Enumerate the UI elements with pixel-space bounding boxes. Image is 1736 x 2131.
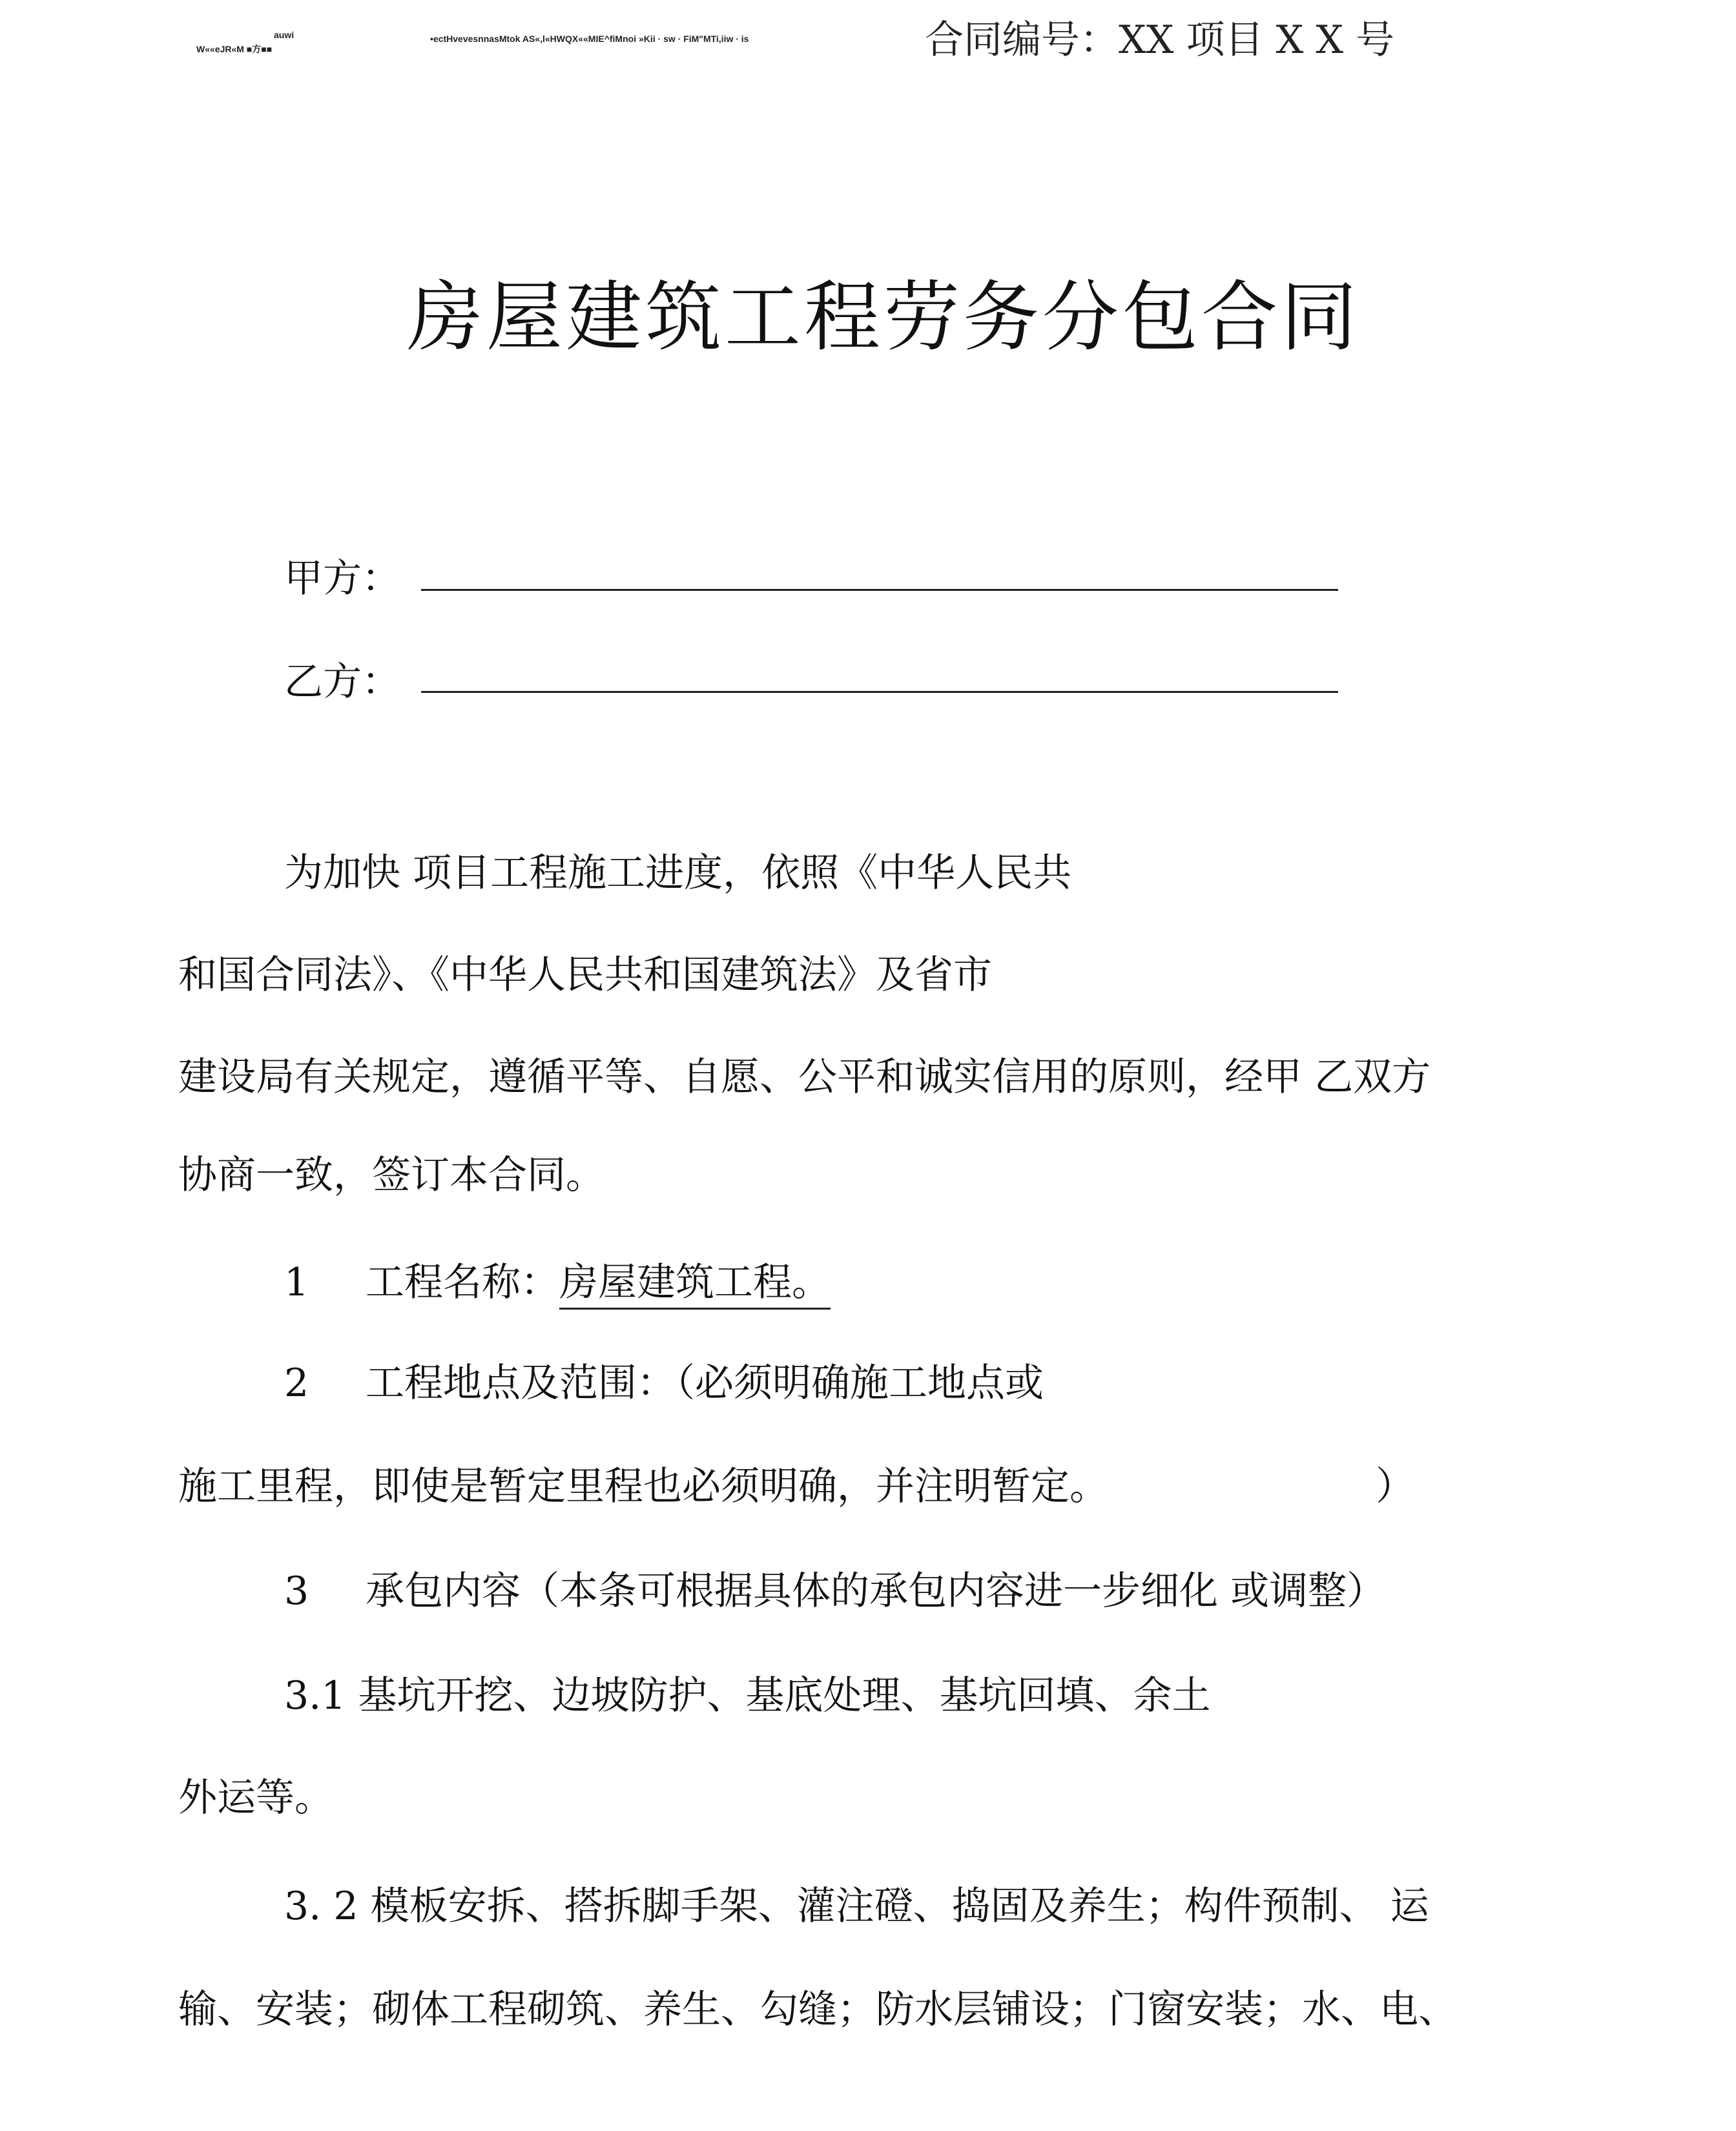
document-title: 房屋建筑工程劳务分包合同 bbox=[407, 273, 1361, 362]
intro-line-4: 协商一致，签订本合同。 bbox=[178, 1153, 604, 1198]
header-scan-text-2: W««eJR«M ■方■■ bbox=[196, 44, 273, 54]
intro-line-1: 为加快 项目工程施工进度，依照《中华人民共 bbox=[284, 850, 1072, 896]
item-3-1-line-1: 3.1 基坑开挖、边坡防护、基底处理、基坑回填、余土 bbox=[284, 1673, 1211, 1718]
item-2-close-paren: ） bbox=[1376, 1464, 1414, 1509]
intro-line-3: 建设局有关规定，遵循平等、自愿、公平和诚实信用的原则，经甲 乙双方 bbox=[178, 1055, 1431, 1100]
item-1-number: 1 bbox=[284, 1260, 309, 1305]
party-b-blank bbox=[421, 691, 1338, 693]
item-3 bbox=[284, 1569, 1386, 1614]
item-2-number: 2 bbox=[284, 1361, 309, 1406]
intro-line-2: 和国合同法》、《中华人民共和国建筑法》及省市 bbox=[178, 952, 992, 998]
item-3-number: 3 bbox=[284, 1569, 309, 1614]
header-scan-text-3: •ectHvevesnnasMtok AS«,l«HWQX««MIE^fiMnoi »Kii · sw · FiM"MTi,iiw · is bbox=[430, 34, 749, 44]
item-3-1-line-2: 外运等。 bbox=[178, 1775, 333, 1820]
party-a-blank bbox=[421, 589, 1338, 591]
item-1-value: 房屋建筑工程。 bbox=[559, 1260, 831, 1310]
item-3-2-line-1: 3. 2 模板安拆、搭拆脚手架、灌注磴、捣固及养生；构件预制、 运 bbox=[284, 1884, 1429, 1929]
party-b-label: 乙方： bbox=[284, 659, 400, 705]
item-2-continuation: 施工里程，即使是暂定里程也必须明确，并注明暂定。 bbox=[178, 1464, 1108, 1509]
item-2-text: 工程地点及范围：（必须明确施工地点或 bbox=[366, 1361, 1044, 1406]
item-1 bbox=[284, 1260, 831, 1305]
item-3-2-line-2: 输、安装；砌体工程砌筑、养生、勾缝；防水层铺设；门窗安装；水、电、 bbox=[178, 1987, 1457, 2032]
item-2 bbox=[284, 1361, 1044, 1406]
header-scan-text-1: auwi bbox=[274, 30, 294, 40]
item-1-label: 工程名称： bbox=[366, 1260, 559, 1305]
party-a-label: 甲方： bbox=[284, 556, 400, 601]
contract-number: 合同编号：XX 项目 X X 号 bbox=[925, 17, 1395, 63]
item-3-text: 承包内容（本条可根据具体的承包内容进一步细化 或调整） bbox=[366, 1569, 1386, 1614]
